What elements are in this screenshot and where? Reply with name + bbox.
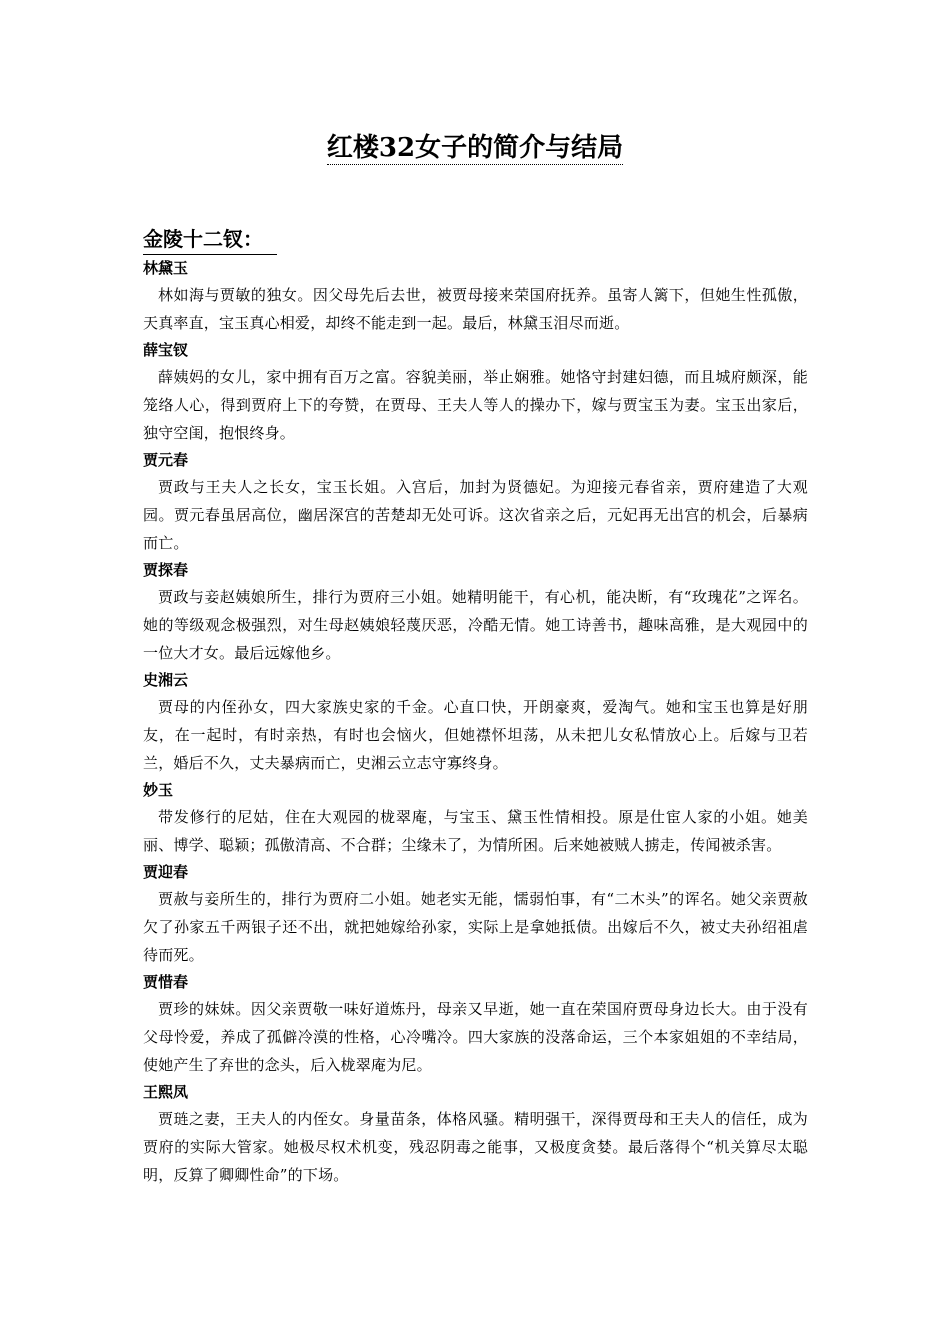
entry-wang-xifeng	[143, 1079, 808, 1189]
entry-description: 贾珍的妹妹。因父亲贾敬一味好道炼丹，母亲又早逝，她一直在荣国府贾母身边长大。由于没有父母怜爱，养成了孤僻冷漠的性格，心冷嘴冷。四大家族的没落命运，三个本家姐姐的不幸结局，使她产生了弃世的念头，后入栊翠庵为尼。	[143, 1000, 808, 1074]
entry-description: 贾政与妾赵姨娘所生，排行为贾府三小姐。她精明能干，有心机，能决断，有“玫瑰花”之诨名。她的等级观念极强烈，对生母赵姨娘轻蔑厌恶，冷酷无情。她工诗善书，趣味高雅，是大观园中的一位大才女。最后远嫁他乡。	[143, 588, 808, 662]
document-title-text: 红楼32女子的简介与结局	[326, 133, 624, 163]
entry-shi-xiangyun	[143, 667, 808, 777]
entry-jia-yingchun	[143, 859, 808, 969]
document-body	[143, 224, 808, 1189]
entry-jia-tanchun	[143, 557, 808, 667]
entry-description: 贾政与王夫人之长女，宝玉长姐。入宫后，加封为贤德妃。为迎接元春省亲，贾府建造了大观园。贾元春虽居高位，幽居深宫的苦楚却无处可诉。这次省亲之后，元妃再无出宫的机会，后暴病而亡。	[143, 478, 808, 552]
entry-name: 薛宝钗	[143, 341, 189, 359]
entry-description: 贾母的内侄孙女，四大家族史家的千金。心直口快，开朗豪爽，爱淘气。她和宝玉也算是好朋友，在一起时，有时亲热，有时也会恼火，但她襟怀坦荡，从未把儿女私情放心上。后嫁与卫若兰，婚后不久，丈夫暴病而亡，史湘云立志守寡终身。	[143, 698, 808, 772]
entry-name: 王熙凤	[143, 1083, 189, 1101]
entry-xue-baochai	[143, 337, 808, 447]
entry-name: 贾惜春	[143, 973, 189, 991]
entry-jia-yuanchun	[143, 447, 808, 557]
entry-description: 贾赦与妾所生的，排行为贾府二小姐。她老实无能，懦弱怕事，有“二木头”的诨名。她父亲贾赦欠了孙家五千两银子还不出，就把她嫁给孙家，实际上是拿她抵债。出嫁后不久，被丈夫孙绍祖虐待而死。	[143, 890, 808, 964]
entry-description: 贾琏之妻，王夫人的内侄女。身量苗条，体格风骚。精明强干，深得贾母和王夫人的信任，成为贾府的实际大管家。她极尽权术机变，残忍阴毒之能事，又极度贪婪。最后落得个“机关算尽太聪明，反算了卿卿性命”的下场。	[143, 1110, 808, 1184]
entry-miaoyu	[143, 777, 808, 859]
document-title	[0, 130, 950, 166]
entry-name: 贾元春	[143, 451, 189, 469]
entry-description: 带发修行的尼姑，住在大观园的栊翠庵，与宝玉、黛玉性情相投。原是仕宦人家的小姐。她美丽、博学、聪颖；孤傲清高、不合群；尘缘未了，为情所困。后来她被贼人掳走，传闻被杀害。	[143, 808, 808, 854]
section-heading: 金陵十二钗：	[143, 224, 277, 255]
entry-lin-daiyu	[143, 255, 808, 337]
entry-name: 林黛玉	[143, 259, 189, 277]
entry-name: 贾迎春	[143, 863, 189, 881]
entry-description: 林如海与贾敏的独女。因父母先后去世，被贾母接来荣国府抚养。虽寄人篱下，但她生性孤傲，天真率直，宝玉真心相爱，却终不能走到一起。最后，林黛玉泪尽而逝。	[143, 286, 808, 332]
entry-name: 史湘云	[143, 671, 189, 689]
entry-name: 贾探春	[143, 561, 189, 579]
entry-jia-xichun	[143, 969, 808, 1079]
entry-description: 薛姨妈的女儿，家中拥有百万之富。容貌美丽，举止娴雅。她恪守封建妇德，而且城府颇深，能笼络人心，得到贾府上下的夸赞，在贾母、王夫人等人的操办下，嫁与贾宝玉为妻。宝玉出家后，独守空闺，抱恨终身。	[143, 368, 808, 442]
entry-name: 妙玉	[143, 781, 174, 799]
